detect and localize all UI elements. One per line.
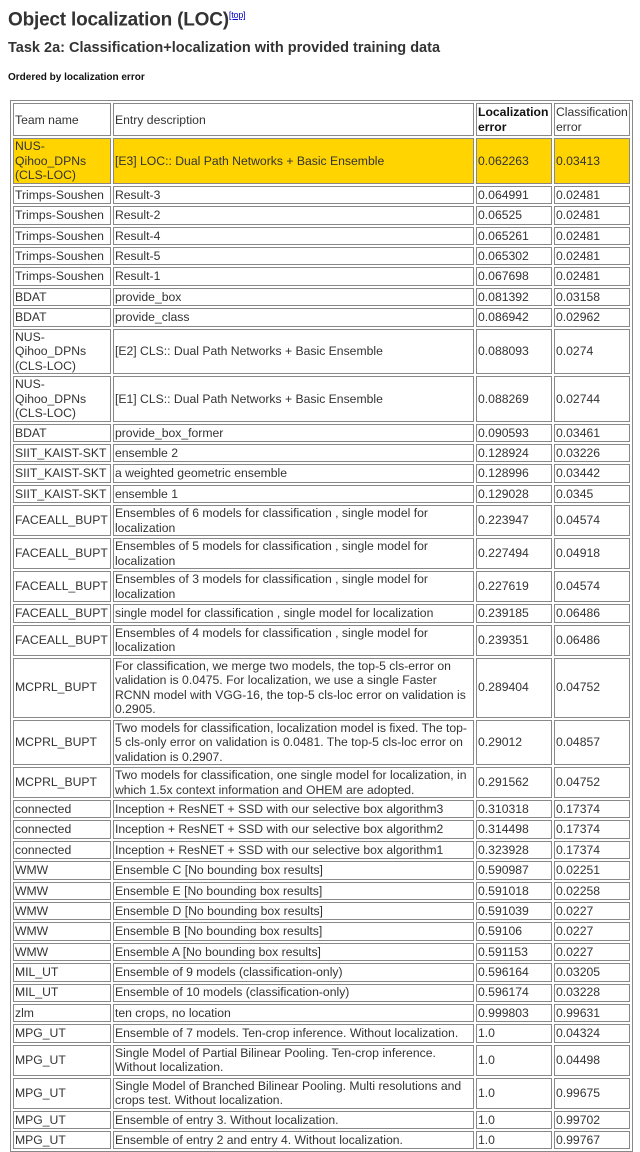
table-row bbox=[13, 1004, 630, 1022]
team-name-cell: Trimps-Soushen bbox=[13, 227, 111, 245]
entry-description-cell: a weighted geometric ensemble bbox=[113, 464, 474, 482]
localization-error-cell: 0.323928 bbox=[476, 841, 552, 859]
classification-error-cell: 0.02962 bbox=[554, 308, 630, 326]
table-row bbox=[13, 1045, 630, 1076]
entry-description-cell: Single Model of Branched Bilinear Pooling. Multi resolutions and crops test. Without localization. bbox=[113, 1078, 474, 1109]
entry-description-cell: Ensemble B [No bounding box results] bbox=[113, 922, 474, 940]
team-name-cell: BDAT bbox=[13, 424, 111, 442]
localization-error-cell: 0.591039 bbox=[476, 902, 552, 920]
localization-error-cell: 0.129028 bbox=[476, 485, 552, 503]
team-name-cell: MCPRL_BUPT bbox=[13, 658, 111, 718]
classification-error-cell: 0.02744 bbox=[554, 376, 630, 422]
localization-error-cell: 1.0 bbox=[476, 1078, 552, 1109]
table-row bbox=[13, 1131, 630, 1149]
team-name-cell: SIIT_KAIST-SKT bbox=[13, 444, 111, 462]
classification-error-cell: 0.17374 bbox=[554, 820, 630, 838]
table-row bbox=[13, 820, 630, 838]
team-name-cell: NUS-Qihoo_DPNs (CLS-LOC) bbox=[13, 138, 111, 184]
team-name-cell: MIL_UT bbox=[13, 963, 111, 981]
classification-error-cell: 0.03158 bbox=[554, 288, 630, 306]
classification-error-cell: 0.99675 bbox=[554, 1078, 630, 1109]
table-row bbox=[13, 288, 630, 306]
entry-description-cell: Inception + ResNET + SSD with our selective box algorithm2 bbox=[113, 820, 474, 838]
classification-error-cell: 0.03205 bbox=[554, 963, 630, 981]
entry-description-cell: For classification, we merge two models, the top-5 cls-error on validation is 0.0475. For localization, we use a single Faster RCNN model with VGG-16, the top-5 cls-loc error on validation is 0.2905. bbox=[113, 658, 474, 718]
team-name-cell: FACEALL_BUPT bbox=[13, 571, 111, 602]
localization-error-cell: 0.128924 bbox=[476, 444, 552, 462]
entry-description-cell: Ensembles of 5 models for classification , single model for localization bbox=[113, 538, 474, 569]
ordering-note: Ordered by localization error bbox=[8, 72, 145, 84]
classification-error-cell: 0.04574 bbox=[554, 505, 630, 536]
localization-error-cell: 0.065302 bbox=[476, 247, 552, 265]
localization-error-cell: 1.0 bbox=[476, 1045, 552, 1076]
classification-error-cell: 0.02481 bbox=[554, 247, 630, 265]
localization-error-cell: 0.239351 bbox=[476, 625, 552, 656]
localization-error-cell: 0.314498 bbox=[476, 820, 552, 838]
entry-description-cell: Ensemble E [No bounding box results] bbox=[113, 882, 474, 900]
entry-description-cell: provide_class bbox=[113, 308, 474, 326]
team-name-cell: FACEALL_BUPT bbox=[13, 625, 111, 656]
entry-description-cell: Ensembles of 3 models for classification , single model for localization bbox=[113, 571, 474, 602]
title-text: Object localization (LOC) bbox=[8, 9, 229, 31]
entry-description-cell: Ensemble of entry 3. Without localization. bbox=[113, 1111, 474, 1129]
table-row bbox=[13, 658, 630, 718]
team-name-cell: NUS-Qihoo_DPNs (CLS-LOC) bbox=[13, 329, 111, 375]
localization-error-cell: 1.0 bbox=[476, 1024, 552, 1042]
entry-description-cell: provide_box_former bbox=[113, 424, 474, 442]
table-row bbox=[13, 267, 630, 285]
table-row bbox=[13, 767, 630, 798]
table-row bbox=[13, 902, 630, 920]
classification-error-cell: 0.0227 bbox=[554, 943, 630, 961]
localization-error-cell: 0.591153 bbox=[476, 943, 552, 961]
localization-error-cell: 0.59106 bbox=[476, 922, 552, 940]
classification-error-cell: 0.03461 bbox=[554, 424, 630, 442]
team-name-cell: SIIT_KAIST-SKT bbox=[13, 485, 111, 503]
classification-error-cell: 0.02481 bbox=[554, 227, 630, 245]
table-row bbox=[13, 538, 630, 569]
team-name-cell: zlm bbox=[13, 1004, 111, 1022]
page-title bbox=[8, 3, 632, 32]
team-name-cell: Trimps-Soushen bbox=[13, 186, 111, 204]
results-table bbox=[10, 100, 633, 1152]
team-name-cell: MCPRL_BUPT bbox=[13, 767, 111, 798]
classification-error-cell: 0.04752 bbox=[554, 658, 630, 718]
localization-error-cell: 0.310318 bbox=[476, 800, 552, 818]
entry-description-cell: Ensembles of 6 models for classification , single model for localization bbox=[113, 505, 474, 536]
entry-description-cell: [E3] LOC:: Dual Path Networks + Basic Ensemble bbox=[113, 138, 474, 184]
top-link[interactable]: [top] bbox=[228, 10, 246, 20]
team-name-cell: MPG_UT bbox=[13, 1024, 111, 1042]
entry-description-cell: Result-2 bbox=[113, 206, 474, 224]
entry-description-cell: Ensemble of entry 2 and entry 4. Without localization. bbox=[113, 1131, 474, 1149]
classification-error-cell: 0.04752 bbox=[554, 767, 630, 798]
header-team-name: Team name bbox=[13, 103, 111, 136]
team-name-cell: Trimps-Soushen bbox=[13, 267, 111, 285]
localization-error-cell: 0.29012 bbox=[476, 720, 552, 766]
localization-error-cell: 0.291562 bbox=[476, 767, 552, 798]
localization-error-cell: 0.289404 bbox=[476, 658, 552, 718]
localization-error-cell: 0.081392 bbox=[476, 288, 552, 306]
team-name-cell: connected bbox=[13, 841, 111, 859]
team-name-cell: MCPRL_BUPT bbox=[13, 720, 111, 766]
team-name-cell: WMW bbox=[13, 861, 111, 879]
team-name-cell: MPG_UT bbox=[13, 1078, 111, 1109]
entry-description-cell: Ensemble A [No bounding box results] bbox=[113, 943, 474, 961]
team-name-cell: WMW bbox=[13, 882, 111, 900]
localization-error-cell: 0.227494 bbox=[476, 538, 552, 569]
localization-error-cell: 0.223947 bbox=[476, 505, 552, 536]
team-name-cell: Trimps-Soushen bbox=[13, 247, 111, 265]
table-row bbox=[13, 376, 630, 422]
entry-description-cell: Result-1 bbox=[113, 267, 474, 285]
entry-description-cell: Inception + ResNET + SSD with our selective box algorithm3 bbox=[113, 800, 474, 818]
localization-error-cell: 0.086942 bbox=[476, 308, 552, 326]
classification-error-cell: 0.04918 bbox=[554, 538, 630, 569]
classification-error-cell: 0.04498 bbox=[554, 1045, 630, 1076]
header-localization-error: Localization error bbox=[476, 103, 552, 136]
classification-error-cell: 0.04857 bbox=[554, 720, 630, 766]
table-row bbox=[13, 138, 630, 184]
classification-error-cell: 0.0227 bbox=[554, 922, 630, 940]
team-name-cell: connected bbox=[13, 800, 111, 818]
table-row bbox=[13, 206, 630, 224]
table-row bbox=[13, 464, 630, 482]
localization-error-cell: 0.088269 bbox=[476, 376, 552, 422]
classification-error-cell: 0.99767 bbox=[554, 1131, 630, 1149]
team-name-cell: WMW bbox=[13, 943, 111, 961]
team-name-cell: Trimps-Soushen bbox=[13, 206, 111, 224]
entry-description-cell: Ensemble of 10 models (classification-only) bbox=[113, 984, 474, 1002]
task-subtitle: Task 2a: Classification+localization with provided training data bbox=[8, 40, 441, 57]
table-row bbox=[13, 505, 630, 536]
classification-error-cell: 0.02258 bbox=[554, 882, 630, 900]
table-row bbox=[13, 1111, 630, 1129]
classification-error-cell: 0.02251 bbox=[554, 861, 630, 879]
entry-description-cell: single model for classification , single model for localization bbox=[113, 604, 474, 622]
localization-error-cell: 0.596164 bbox=[476, 963, 552, 981]
localization-error-cell: 1.0 bbox=[476, 1111, 552, 1129]
table-row bbox=[13, 841, 630, 859]
table-row bbox=[13, 308, 630, 326]
team-name-cell: MPG_UT bbox=[13, 1045, 111, 1076]
table-row bbox=[13, 485, 630, 503]
classification-error-cell: 0.02481 bbox=[554, 186, 630, 204]
team-name-cell: MPG_UT bbox=[13, 1131, 111, 1149]
table-row bbox=[13, 227, 630, 245]
table-row bbox=[13, 984, 630, 1002]
entry-description-cell: Two models for classification, localization model is fixed. The top-5 cls-only error on validation is 0.0481. The top-5 cls-loc error on validation is 0.2907. bbox=[113, 720, 474, 766]
table-row bbox=[13, 186, 630, 204]
team-name-cell: FACEALL_BUPT bbox=[13, 604, 111, 622]
table-row bbox=[13, 1078, 630, 1109]
table-header-row bbox=[13, 103, 630, 136]
entry-description-cell: provide_box bbox=[113, 288, 474, 306]
entry-description-cell: Result-4 bbox=[113, 227, 474, 245]
localization-error-cell: 0.999803 bbox=[476, 1004, 552, 1022]
team-name-cell: FACEALL_BUPT bbox=[13, 505, 111, 536]
entry-description-cell: Ensemble C [No bounding box results] bbox=[113, 861, 474, 879]
team-name-cell: WMW bbox=[13, 922, 111, 940]
classification-error-cell: 0.04574 bbox=[554, 571, 630, 602]
localization-error-cell: 0.062263 bbox=[476, 138, 552, 184]
localization-error-cell: 0.590987 bbox=[476, 861, 552, 879]
classification-error-cell: 0.99702 bbox=[554, 1111, 630, 1129]
table-row bbox=[13, 861, 630, 879]
classification-error-cell: 0.99631 bbox=[554, 1004, 630, 1022]
team-name-cell: FACEALL_BUPT bbox=[13, 538, 111, 569]
entry-description-cell: ten crops, no location bbox=[113, 1004, 474, 1022]
team-name-cell: connected bbox=[13, 820, 111, 838]
team-name-cell: WMW bbox=[13, 902, 111, 920]
team-name-cell: MPG_UT bbox=[13, 1111, 111, 1129]
classification-error-cell: 0.0345 bbox=[554, 485, 630, 503]
table-row bbox=[13, 424, 630, 442]
entry-description-cell: Result-5 bbox=[113, 247, 474, 265]
localization-error-cell: 0.227619 bbox=[476, 571, 552, 602]
top-link-wrapper bbox=[229, 10, 246, 20]
table-row bbox=[13, 720, 630, 766]
table-row bbox=[13, 963, 630, 981]
table-row bbox=[13, 604, 630, 622]
entry-description-cell: Result-3 bbox=[113, 186, 474, 204]
localization-error-cell: 0.090593 bbox=[476, 424, 552, 442]
classification-error-cell: 0.06486 bbox=[554, 604, 630, 622]
entry-description-cell: Inception + ResNET + SSD with our selective box algorithm1 bbox=[113, 841, 474, 859]
classification-error-cell: 0.17374 bbox=[554, 800, 630, 818]
table-row bbox=[13, 922, 630, 940]
classification-error-cell: 0.0227 bbox=[554, 902, 630, 920]
team-name-cell: BDAT bbox=[13, 308, 111, 326]
table-row bbox=[13, 943, 630, 961]
localization-error-cell: 0.064991 bbox=[476, 186, 552, 204]
team-name-cell: SIIT_KAIST-SKT bbox=[13, 464, 111, 482]
classification-error-cell: 0.03442 bbox=[554, 464, 630, 482]
classification-error-cell: 0.06486 bbox=[554, 625, 630, 656]
table-row bbox=[13, 247, 630, 265]
classification-error-cell: 0.03226 bbox=[554, 444, 630, 462]
classification-error-cell: 0.17374 bbox=[554, 841, 630, 859]
entry-description-cell: ensemble 2 bbox=[113, 444, 474, 462]
entry-description-cell: Ensemble D [No bounding box results] bbox=[113, 902, 474, 920]
entry-description-cell: ensemble 1 bbox=[113, 485, 474, 503]
header-classification-error: Classification error bbox=[554, 103, 630, 136]
header-entry-description: Entry description bbox=[113, 103, 474, 136]
entry-description-cell: [E1] CLS:: Dual Path Networks + Basic Ensemble bbox=[113, 376, 474, 422]
table-row bbox=[13, 800, 630, 818]
classification-error-cell: 0.02481 bbox=[554, 267, 630, 285]
entry-description-cell: Ensemble of 9 models (classification-only) bbox=[113, 963, 474, 981]
classification-error-cell: 0.03228 bbox=[554, 984, 630, 1002]
entry-description-cell: Ensembles of 4 models for classification , single model for localization bbox=[113, 625, 474, 656]
entry-description-cell: Single Model of Partial Bilinear Pooling. Ten-crop inference. Without localization. bbox=[113, 1045, 474, 1076]
table-row bbox=[13, 882, 630, 900]
classification-error-cell: 0.04324 bbox=[554, 1024, 630, 1042]
entry-description-cell: Ensemble of 7 models. Ten-crop inference. Without localization. bbox=[113, 1024, 474, 1042]
localization-error-cell: 0.067698 bbox=[476, 267, 552, 285]
team-name-cell: MIL_UT bbox=[13, 984, 111, 1002]
table-row bbox=[13, 571, 630, 602]
table-row bbox=[13, 444, 630, 462]
team-name-cell: BDAT bbox=[13, 288, 111, 306]
team-name-cell: NUS-Qihoo_DPNs (CLS-LOC) bbox=[13, 376, 111, 422]
localization-error-cell: 0.239185 bbox=[476, 604, 552, 622]
localization-error-cell: 0.065261 bbox=[476, 227, 552, 245]
entry-description-cell: [E2] CLS:: Dual Path Networks + Basic Ensemble bbox=[113, 329, 474, 375]
entry-description-cell: Two models for classification, one single model for localization, in which 1.5x context information and OHEM are adopted. bbox=[113, 767, 474, 798]
localization-error-cell: 0.088093 bbox=[476, 329, 552, 375]
table-row bbox=[13, 625, 630, 656]
localization-error-cell: 1.0 bbox=[476, 1131, 552, 1149]
table-row bbox=[13, 329, 630, 375]
localization-error-cell: 0.06525 bbox=[476, 206, 552, 224]
localization-error-cell: 0.128996 bbox=[476, 464, 552, 482]
classification-error-cell: 0.03413 bbox=[554, 138, 630, 184]
classification-error-cell: 0.0274 bbox=[554, 329, 630, 375]
table-row bbox=[13, 1024, 630, 1042]
localization-error-cell: 0.591018 bbox=[476, 882, 552, 900]
localization-error-cell: 0.596174 bbox=[476, 984, 552, 1002]
classification-error-cell: 0.02481 bbox=[554, 206, 630, 224]
